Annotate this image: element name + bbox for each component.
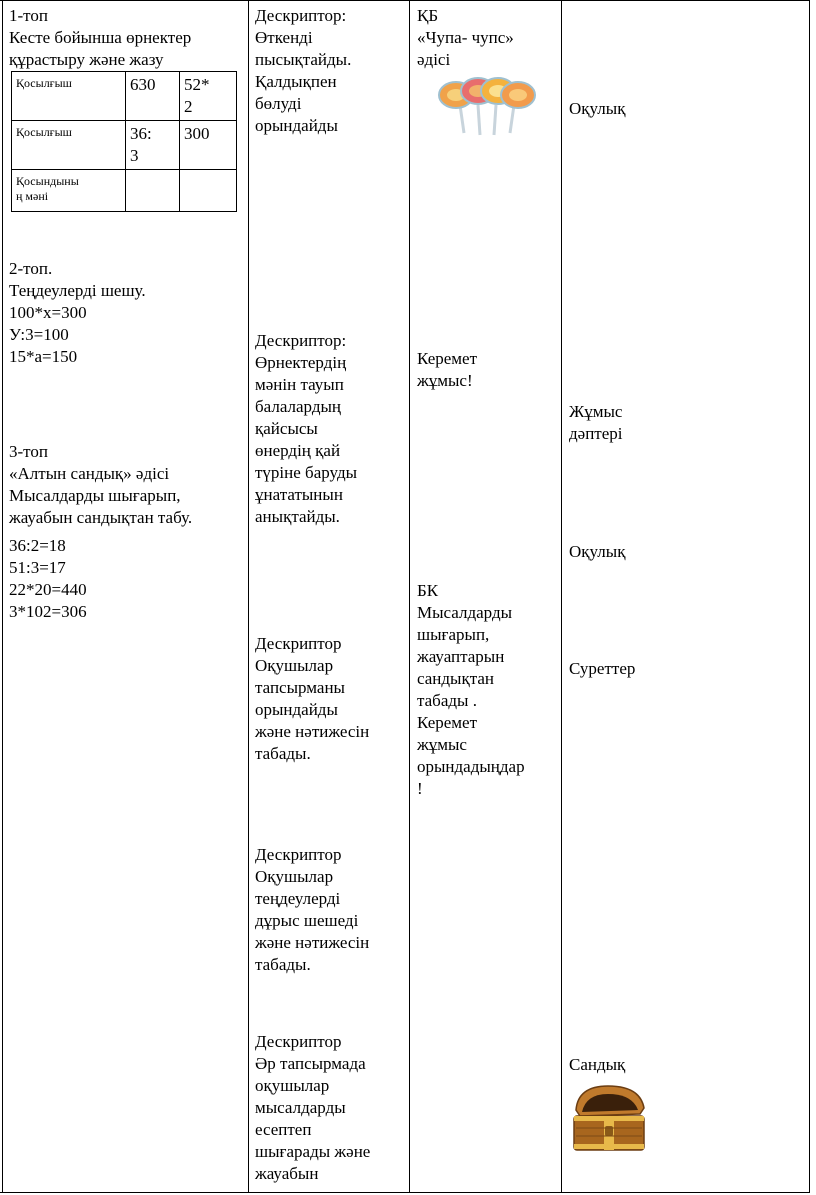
row-label: Қосындыны ң мәні (12, 170, 126, 212)
resource-4: Суреттер (569, 659, 636, 678)
descriptor-2: Дескриптор: Өрнектердің мәнін тауып балалардың қайсысы өнердің қай түріне баруды ұнататынын анықтайды. (255, 331, 358, 526)
row-label: Қосылғыш (12, 121, 126, 170)
example-line: 3*102=306 (9, 602, 87, 621)
addition-table (11, 71, 237, 212)
resource-2: Жұмыс дәптері (569, 402, 623, 443)
descriptor-1: Дескриптор: Өткенді пысықтайды. Қалдықпен бөлуді орындайды (255, 6, 352, 135)
feedback-1: ҚБ «Чупа- чупс» әдісі (417, 6, 514, 69)
descriptor-3: Дескриптор Оқушылар тапсырманы орындайды және нәтижесін табады. (255, 634, 370, 763)
cell-value (126, 170, 180, 212)
table-row (12, 170, 237, 212)
lollipops-image (434, 75, 540, 137)
treasure-chest-image (568, 1082, 650, 1154)
column-divider-2 (409, 0, 410, 1193)
group3-title: 3-топ (9, 442, 48, 461)
resource-1: Оқулық (569, 99, 626, 118)
descriptor-5: Дескриптор Әр тапсырмада оқушылар мысалдарды есептеп шығарады және жауабын (255, 1032, 371, 1183)
equation-line: 15*a=150 (9, 347, 78, 366)
column-divider-1 (248, 0, 249, 1193)
feedback-2: Керемет жұмыс! (417, 349, 478, 390)
cell-value: 300 (180, 121, 237, 170)
table-border-bottom (0, 1192, 810, 1193)
cell-value: 52* 2 (180, 72, 237, 121)
feedback-3: БК Мысалдарды шығарып, жауаптарын сандықтан табады . Керемет жұмыс орындадыңдар ! (417, 581, 525, 798)
descriptor-4: Дескриптор Оқушылар теңдеулерді дұрыс шешеді және нәтижесін табады. (255, 845, 370, 974)
cell-value: 36: 3 (126, 121, 180, 170)
group2-title: 2-топ. (9, 259, 53, 278)
group1-task: Кесте бойынша өрнектер құрастыру және жазу (9, 28, 192, 69)
example-line: 36:2=18 (9, 536, 66, 555)
example-line: 51:3=17 (9, 558, 66, 577)
equation-line: У:3=100 (9, 325, 69, 344)
table-border-left (2, 0, 3, 1193)
cell-value (180, 170, 237, 212)
table-row (12, 72, 237, 121)
row-label: Қосылғыш (12, 72, 126, 121)
table-border-right (809, 0, 810, 1193)
resource-3: Оқулық (569, 542, 626, 561)
example-line: 22*20=440 (9, 580, 87, 599)
cell-value: 630 (126, 72, 180, 121)
table-border-top (0, 0, 810, 1)
group2-task: Теңдеулерді шешу. (9, 281, 146, 300)
column-divider-3 (561, 0, 562, 1193)
group3-task: «Алтын сандық» әдісі Мысалдарды шығарып, жауабын сандықтан табу. (9, 464, 193, 527)
group1-title: 1-топ (9, 6, 48, 25)
equation-line: 100*x=300 (9, 303, 87, 322)
resource-5: Сандық (569, 1055, 626, 1074)
table-row (12, 121, 237, 170)
